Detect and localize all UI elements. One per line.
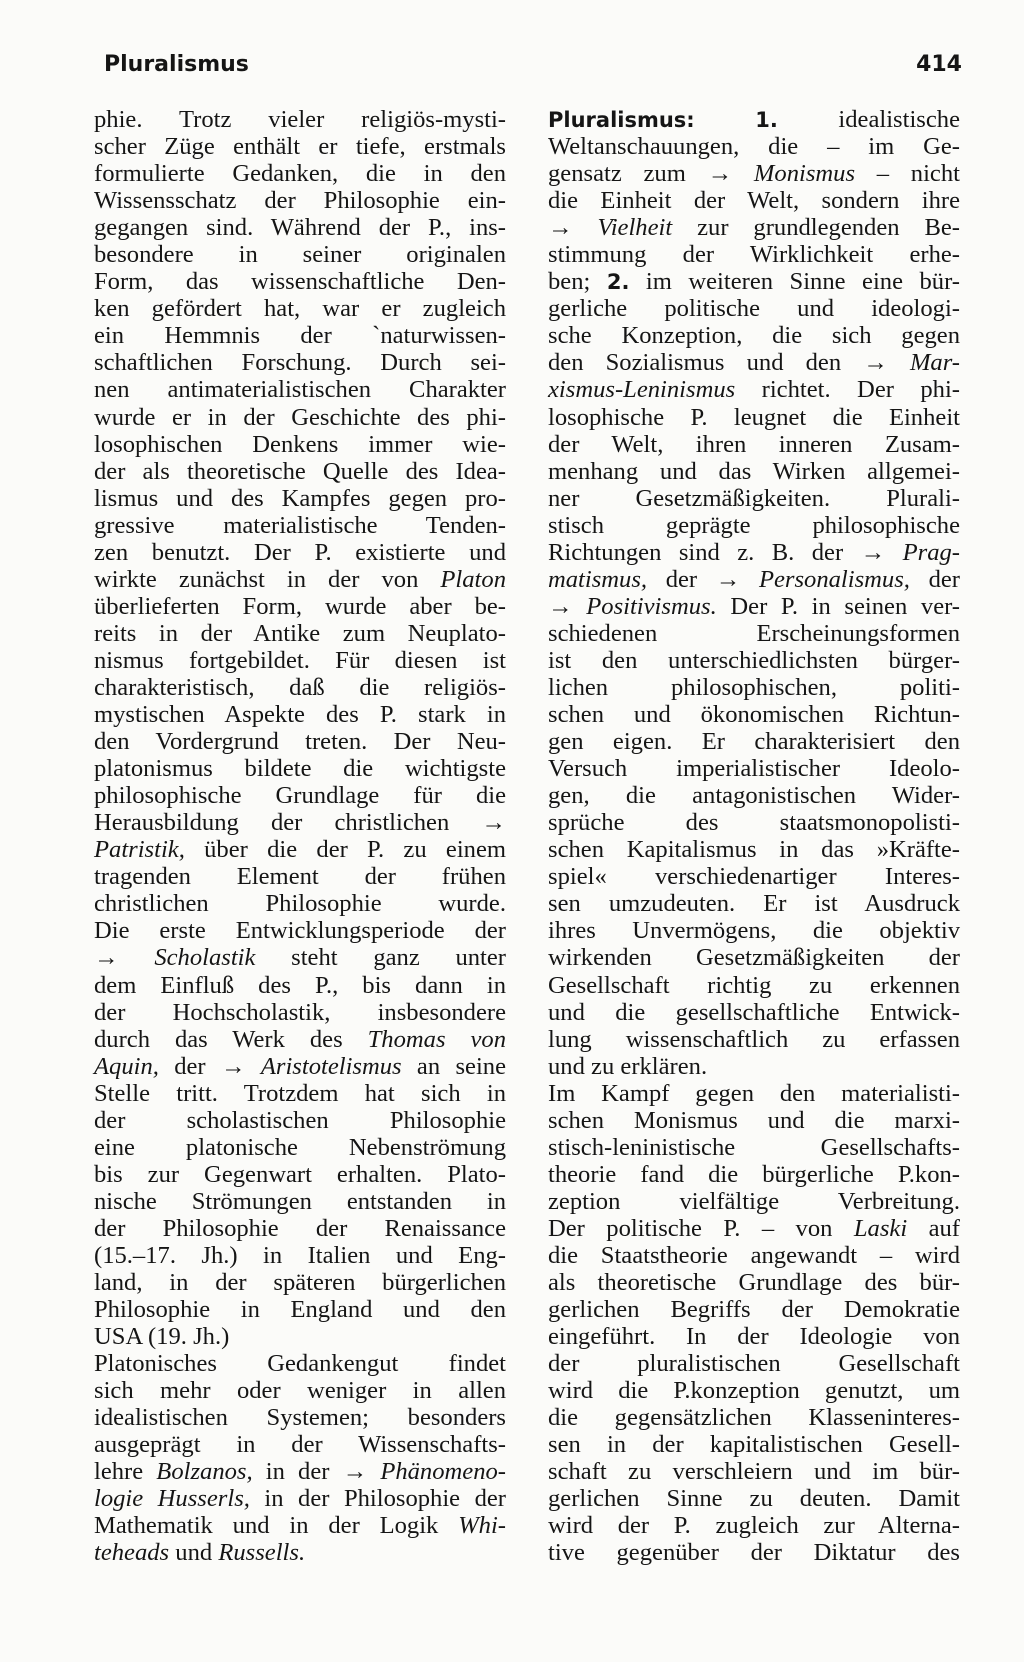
text-segment: schen und ökonomischen Richtun- [548,701,960,729]
cross-reference-term: matismus, [548,565,648,593]
text-segment: Mathematik und in der Logik [94,1512,459,1540]
text-segment: reits in der Antike zum Neuplato- [94,619,506,647]
text-segment: philosophische Grundlage für die [94,782,506,810]
cross-reference-term: Aquin, [94,1052,159,1080]
text-segment: wirkte zunächst in der von [94,565,441,593]
text-line [548,701,960,728]
text-segment: platonismus bildete die wichtigste [94,755,506,783]
cross-reference-term: Personalismus, [758,565,910,593]
text-segment: gen, die antagonistischen Wider- [548,782,960,810]
text-segment: Stelle tritt. Trotzdem hat sich in [94,1079,506,1107]
text-line [548,566,960,593]
cross-reference-term: Mar- [909,349,960,377]
text-segment: → [548,592,587,620]
text-line [94,890,506,917]
text-line [548,133,960,160]
text-segment: der → [647,565,759,593]
text-segment: sen in der kapitalistischen Gesell- [548,1431,960,1459]
text-line [548,1215,960,1242]
text-line [94,1431,506,1458]
text-line [94,1161,506,1188]
text-line [94,863,506,890]
text-line [94,1215,506,1242]
cross-reference-term: Positivismus. [586,592,717,620]
text-segment: losophischen Denkens immer wie- [94,430,506,458]
text-line [548,1134,960,1161]
text-segment: nen antimaterialistischen Charakter [94,376,506,404]
text-line [548,755,960,782]
text-segment: nische Strömungen entstanden in [94,1187,506,1215]
text-line [548,863,960,890]
text-line [94,1296,506,1323]
text-segment: der Hochscholastik, insbesondere [94,998,506,1026]
text-line [94,187,506,214]
text-segment: der Philosophie der Renaissance [94,1214,506,1242]
text-segment: ken gefördert hat, war er zugleich [94,295,506,323]
cross-reference-term: Platon [440,565,506,593]
text-line [94,701,506,728]
text-segment: der pluralistischen Gesellschaft [548,1350,960,1378]
text-line [94,809,506,836]
text-segment: charakteristisch, daß die religiös- [94,673,506,701]
text-line [548,1350,960,1377]
text-line [548,647,960,674]
cross-reference-term: Patristik, [94,836,185,864]
text-segment: lichen philosophischen, politi- [548,673,960,701]
text-line [548,1485,960,1512]
text-line [94,1080,506,1107]
text-line [94,1350,506,1377]
text-segment: formulierte Gedanken, die in den [94,160,506,188]
text-segment: wird der P. zugleich zur Alterna- [548,1512,960,1540]
text-line [548,1296,960,1323]
text-line [94,782,506,809]
text-segment: gerlichen Begriffs der Demokratie [548,1296,960,1324]
text-segment: schaftlichen Forschung. Durch sei- [94,349,506,377]
text-segment: christlichen Philosophie wurde. [94,890,506,918]
text-line [548,214,960,241]
text-line [94,1026,506,1053]
text-segment: gegangen sind. Während der P., ins- [94,214,506,242]
text-line [548,917,960,944]
text-segment: Herausbildung der christlichen → [94,809,506,837]
text-line [548,1323,960,1350]
text-line [548,295,960,322]
text-segment: Im Kampf gegen den materialisti- [548,1079,960,1107]
text-segment: gerliche politische und ideologi- [548,295,960,323]
text-segment: der als theoretische Quelle des Idea- [94,457,506,485]
text-segment: wird die P.konzeption genutzt, um [548,1377,960,1405]
text-segment: schaft zu verschleiern und im bür- [548,1458,960,1486]
left-column [94,106,506,1567]
text-line [94,944,506,971]
text-segment: tive gegenüber der Diktatur des [548,1539,960,1567]
text-line [548,268,960,295]
text-line [94,1134,506,1161]
text-line [548,593,960,620]
page-number: 414 [916,52,962,77]
text-line [94,1377,506,1404]
cross-reference-term: Prag- [902,538,960,566]
text-segment: ausgeprägt in der Wissenschafts- [94,1431,506,1459]
text-segment: tragenden Element der frühen [94,863,506,891]
text-segment: auf [907,1214,960,1242]
text-line [548,944,960,971]
text-segment: überlieferten Form, wurde aber be- [94,592,506,620]
text-line [94,1188,506,1215]
text-segment: sche Konzeption, die sich gegen [548,322,960,350]
text-line [548,539,960,566]
text-segment: Gesellschaft richtig zu erkennen [548,971,960,999]
text-segment: scher Züge enthält er tiefe, erstmals [94,133,506,161]
text-segment: lung wissenschaftlich zu erfassen [548,1025,960,1053]
text-segment: gressive materialistische Tenden- [94,511,506,539]
text-line [548,1026,960,1053]
text-segment: stisch-leninistische Gesellschafts- [548,1133,960,1161]
text-segment: den Sozialismus und den → [548,349,910,377]
text-line [548,620,960,647]
text-segment: in der Philosophie der [249,1485,506,1513]
cross-reference-term: teheads [94,1539,170,1567]
text-line [548,972,960,999]
text-line [548,241,960,268]
text-segment [695,106,756,133]
text-segment: wurde er in der Geschichte des phi- [94,403,506,431]
cross-reference-term: Russells. [218,1539,306,1567]
text-line [548,106,960,133]
text-segment: Platonisches Gedankengut findet [94,1350,506,1378]
text-line [94,728,506,755]
text-segment: menhang und das Wirken allgemei- [548,457,960,485]
text-line [94,647,506,674]
text-segment: der scholastischen Philosophie [94,1106,506,1134]
entry-headword: Pluralismus: [548,108,695,132]
text-segment: Versuch imperialistischer Ideolo- [548,755,960,783]
text-line [94,1512,506,1539]
text-line [94,106,506,133]
text-segment: → [548,214,598,242]
text-line [94,1269,506,1296]
text-line [94,1053,506,1080]
text-segment: stimmung der Wirklichkeit erhe- [548,241,960,269]
text-segment: Philosophie in England und den [94,1296,506,1324]
text-line [548,404,960,431]
text-line [94,593,506,620]
text-line [548,890,960,917]
text-segment: land, in der späteren bürgerlichen [94,1269,506,1297]
text-line [548,674,960,701]
text-segment: zen benutzt. Der P. existierte und [94,538,506,566]
text-segment: Weltanschauungen, die – im Ge- [548,133,960,161]
cross-reference-term: Monismus [753,160,856,188]
text-line [94,485,506,512]
text-segment: die Einheit der Welt, sondern ihre [548,187,960,215]
text-line [94,566,506,593]
text-line [94,133,506,160]
text-segment: lismus und des Kampfes gegen pro- [94,484,506,512]
text-segment: nismus fortgebildet. Für diesen ist [94,646,506,674]
text-line [548,322,960,349]
text-line [548,1458,960,1485]
text-segment: der → [158,1052,261,1080]
text-line [94,160,506,187]
text-segment: → [94,944,155,972]
text-segment: ihres Unvermögens, die objektiv [548,917,960,945]
text-line [548,1512,960,1539]
text-line [94,322,506,349]
cross-reference-term: Bolzanos, [156,1458,253,1486]
text-segment: sen umzudeuten. Er ist Ausdruck [548,890,960,918]
cross-reference-term: Whi- [458,1512,506,1540]
text-segment: Form, das wissenschaftliche Den- [94,268,506,296]
text-line [94,674,506,701]
text-segment: im weiteren Sinne eine bür- [629,268,960,296]
text-segment: steht ganz unter [255,944,506,972]
text-line [94,755,506,782]
text-line [94,431,506,458]
text-line [548,1539,960,1566]
text-segment: durch das Werk des [94,1025,368,1053]
text-segment: Die erste Entwicklungsperiode der [94,917,506,945]
text-line [548,1053,960,1080]
text-line [548,1080,960,1107]
text-segment: – nicht [855,160,960,188]
text-line [548,1431,960,1458]
text-line [548,999,960,1026]
text-line [94,268,506,295]
text-line [548,160,960,187]
text-line [94,972,506,999]
text-segment: Wissensschatz der Philosophie ein- [94,187,506,215]
text-line [94,214,506,241]
text-segment: die gegensätzlichen Klasseninteres- [548,1404,960,1432]
text-line [548,512,960,539]
text-segment: eine platonische Nebenströmung [94,1133,506,1161]
text-segment: (15.–17. Jh.) in Italien und Eng- [94,1241,506,1269]
text-segment: mystischen Aspekte des P. stark in [94,701,506,729]
text-line [548,782,960,809]
text-line [548,1242,960,1269]
text-segment: gen eigen. Er charakterisiert den [548,728,960,756]
text-segment: besondere in seiner originalen [94,241,506,269]
text-segment: ein Hemmnis der `naturwissen- [94,322,506,350]
text-segment: ner Gesetzmäßigkeiten. Plurali- [548,484,960,512]
text-line [94,241,506,268]
text-segment: sich mehr oder weniger in allen [94,1377,506,1405]
right-column [548,106,960,1567]
text-segment: idealistische [777,106,960,133]
text-segment: spiel« verschiedenartiger Interes- [548,863,960,891]
text-line [548,1404,960,1431]
text-segment: bis zur Gegenwart erhalten. Plato- [94,1160,506,1188]
text-line [548,349,960,376]
text-segment: und zu erklären. [548,1052,708,1080]
text-segment: und die gesellschaftliche Entwick- [548,998,960,1026]
text-line [548,728,960,755]
text-line [94,295,506,322]
text-line [94,1323,506,1350]
text-segment: eingeführt. In der Ideologie von [548,1323,960,1351]
text-segment: schen Kapitalismus in das »Kräfte- [548,836,960,864]
text-segment: losophische P. leugnet die Einheit [548,403,960,431]
cross-reference-term: Phänomeno- [380,1458,506,1486]
text-line [94,1485,506,1512]
text-line [94,349,506,376]
text-segment: der Welt, ihren inneren Zusam- [548,430,960,458]
text-line [94,1458,506,1485]
text-line [94,458,506,485]
text-segment: als theoretische Grundlage des bür- [548,1269,960,1297]
text-segment: und [169,1539,219,1567]
text-segment: dem Einfluß des P., bis dann in [94,971,506,999]
text-line [548,376,960,403]
text-segment: den Vordergrund treten. Der Neu- [94,728,506,756]
text-line [94,1242,506,1269]
text-line [548,1161,960,1188]
text-segment: idealistischen Systemen; besonders [94,1404,506,1432]
text-segment: der [909,565,960,593]
cross-reference-term: Scholastik [154,944,256,972]
text-segment: Der politische P. – von [548,1214,854,1242]
cross-reference-term: xismus-Leninismus [548,376,736,404]
text-segment: Richtungen sind z. B. der → [548,538,903,566]
text-segment: USA (19. Jh.) [94,1323,230,1351]
text-segment: lehre [94,1458,157,1486]
text-line [94,999,506,1026]
text-segment: richtet. Der phi- [735,376,960,404]
text-line [548,1269,960,1296]
text-segment: theorie fand die bürgerliche P.kon- [548,1160,960,1188]
text-segment: gerlichen Sinne zu deuten. Damit [548,1485,960,1513]
running-head: Pluralismus [104,52,249,77]
text-line [94,620,506,647]
text-segment: phie. Trotz vieler religiös-mysti- [94,106,506,133]
text-line [548,1377,960,1404]
cross-reference-term: logie Husserls, [94,1485,250,1513]
text-segment: gensatz zum → [548,160,754,188]
text-line [94,376,506,403]
text-segment: die Staatstheorie angewandt – wird [548,1241,960,1269]
text-segment: stisch geprägte philosophische [548,511,960,539]
text-line [548,431,960,458]
text-line [94,539,506,566]
text-line [548,458,960,485]
text-line [94,836,506,863]
text-segment: Der P. in seinen ver- [716,592,960,620]
sense-number: 1. [755,108,778,132]
cross-reference-term: Laski [853,1214,908,1242]
cross-reference-term: Vielheit [597,214,673,242]
text-line [548,836,960,863]
text-line [94,917,506,944]
text-segment: schiedenen Erscheinungsformen [548,619,960,647]
text-line [548,187,960,214]
text-segment: schen Monismus und die marxi- [548,1106,960,1134]
text-line [94,512,506,539]
text-line [548,1188,960,1215]
text-segment: in der → [252,1458,381,1486]
text-segment: zeption vielfältige Verbreitung. [548,1187,960,1215]
cross-reference-term: Aristotelismus [260,1052,402,1080]
text-segment: sprüche des staatsmonopolisti- [548,809,960,837]
text-segment: wirkenden Gesetzmäßigkeiten der [548,944,960,972]
text-segment: zur grundlegenden Be- [672,214,960,242]
text-line [548,1107,960,1134]
text-line [548,485,960,512]
text-line [94,1539,506,1566]
text-line [94,1107,506,1134]
text-line [548,809,960,836]
text-line [94,1404,506,1431]
sense-number: 2. [606,270,630,295]
cross-reference-term: Thomas von [367,1025,506,1053]
text-segment: über die der P. zu einem [184,836,506,864]
text-segment: ben; [548,268,607,296]
text-segment: ist den unterschiedlichsten bürger- [548,646,960,674]
text-line [94,404,506,431]
text-segment: an seine [401,1052,506,1080]
